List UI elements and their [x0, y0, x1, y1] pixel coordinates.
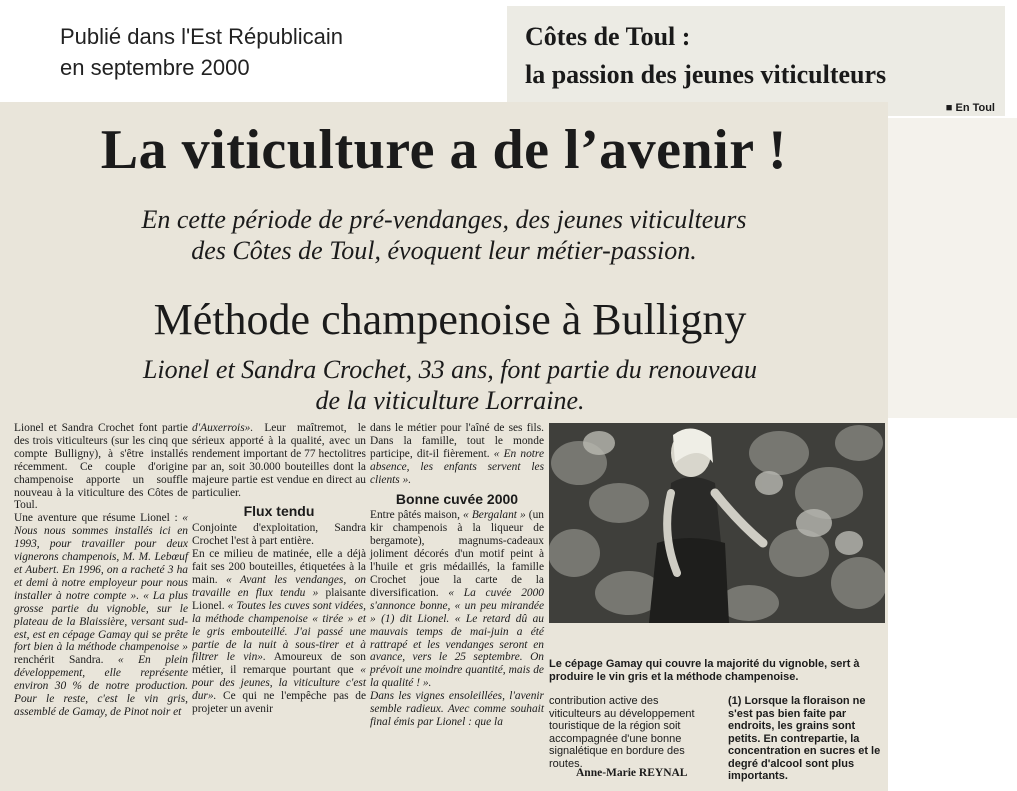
col1-quote-b: « En plein développement, elle représente environ 30 % de notre production. Pour le reste, c'est le vin gris, assemblé de Gamay, de Pinot noir et: [14, 654, 188, 718]
vineyard-photo: [549, 423, 885, 623]
col2-text-f: Ce qui ne l'empêche pas de projeter un avenir: [192, 690, 366, 716]
column-2: [192, 422, 366, 716]
section-label: ■ En Toul: [945, 102, 995, 114]
col2-text-c: En ce milieu de matinée, elle a déjà fait ses 200 bouteilles, étiquetées à la main.: [192, 548, 366, 586]
publication-note: [0, 0, 500, 100]
note-line-2: en septembre 2000: [60, 55, 250, 80]
col1-quote-a: « Nous nous sommes installés ici en 1993, pour travailler pour deux vignerons champenois, M. M. Lebœuf et Aubert. En 1996, on a racheté 3 ha et demi à notre employeur pour nous installer à notre compte ». « La plus grosse partie du vignoble, sur le plateau de la Blaissière, versant sud-est, est en cépage Gamay qui se prête fort bien à la méthode champenoise »: [14, 512, 188, 654]
subdek-line-1: Lionel et Sandra Crochet, 33 ans, font partie du renouveau: [142, 355, 758, 384]
col2-quote-c: « pour des jeunes, la viticulture c'est dur».: [192, 664, 366, 703]
footnote: [728, 695, 888, 783]
note-line-1: Publié dans l'Est Républicain: [60, 24, 344, 49]
page-margin: [888, 118, 1017, 418]
col2-paragraph-2: Conjointe d'exploitation, Sandra Crochet l'est à part entière.: [192, 522, 366, 548]
photo-caption: Le cépage Gamay qui couvre la majorité du vignoble, sert à produire le vin gris et la méthode champenoise.: [549, 658, 860, 683]
col3-text-c: (un kir champenois à la liqueur de bergamote), magnums-cadeaux joliment décorés d'un motif peint à l'huile et gris médaillés, la famille Crochet joue la carte de la diversification.: [370, 509, 544, 599]
column-1: [14, 422, 188, 719]
col3-paragraph-3: Dans les vignes ensoleillées, l'avenir semble radieux. Avec comme souhait final émis par Lionel : que la: [370, 690, 544, 728]
dek-line-1: En cette période de pré-vendanges, des jeunes viticulteurs: [141, 205, 747, 234]
col3-text-b: Entre pâtés maison,: [370, 509, 464, 522]
col2-quote-a: « Avant les vendanges, on travaille en flux tendu »: [192, 573, 366, 599]
col3-quote-a: « En notre absence, les enfants servent les clients ».: [370, 447, 544, 486]
header-title-line-1: Côtes de Toul :: [525, 22, 691, 51]
col4-text: contribution active des viticulteurs au développement touristique de la région soit accompagnée d'une bonne signalétique en bordure des routes.: [549, 695, 695, 770]
col3-quote-b: « Bergalant »: [463, 509, 526, 522]
col2-text-a: d'Auxerrois».: [192, 422, 254, 434]
column-4: [549, 695, 709, 770]
dek-line-2: des Côtes de Toul, évoquent leur métier-passion.: [191, 236, 697, 265]
vineyard-photo-image: [549, 423, 885, 623]
col3-heading: Bonne cuvée 2000: [395, 490, 519, 507]
header-clipping: [507, 6, 1005, 116]
col3-text-a: dans le métier pour l'aîné de ses fils. Dans la famille, tout le monde participe, dit-il fièrement.: [370, 422, 544, 460]
header-title-line-2: la passion des jeunes viticulteurs: [525, 60, 887, 89]
col3-quote-c: « La cuvée 2000 s'annonce bonne, « un peu mirandée » (1) dit Lionel. « Le retard dû au mauvais temps de mai-juin a été rattrapé et les vendanges seront en avance, vers le 25 septembre. On prévoit une moindre quantité, mais de la qualité ! ».: [370, 586, 544, 690]
subdek-line-2: de la viticulture Lorraine.: [315, 386, 585, 415]
col2-text-e: Amoureux de son métier, il remarque pourtant que: [192, 651, 366, 677]
col2-text-d: plaisante Lionel.: [192, 586, 366, 612]
col1-text-b: renchérit Sandra.: [14, 654, 118, 667]
col2-quote-b: « Toutes les cuves sont vidées, la méthode champenoise « tirée » et le gris embouteillé. J'ai passé une partie de la nuit à sous-tirer et à filtrer le vin».: [192, 599, 366, 664]
author-name: Anne-Marie REYNAL: [576, 767, 688, 779]
footnote-text: (1) Lorsque la floraison ne s'est pas bien faite par endroits, les grains sont petits. En contrepartie, la concentration en sucres et le degré d'alcool sont plus importants.: [728, 695, 881, 782]
col1-paragraph-1: Lionel et Sandra Crochet font partie des trois viticulteurs (sur les cinq que compte Bulligny), à s'être installés récemment. Ce couple d'origine champenoise apporte un souffle nouveau à la viticulture des Côtes de Toul.: [14, 422, 188, 512]
subhead: Méthode champenoise à Bulligny: [153, 295, 747, 344]
col1-text-a: Une aventure que résume Lionel :: [14, 512, 183, 525]
col2-heading: Flux tendu: [243, 503, 315, 520]
headline: La viticulture a de l’avenir !: [100, 119, 788, 181]
article-clipping: [0, 102, 888, 791]
col2-text-b: Leur maîtremot, le sérieux apporté à la qualité, avec un rendement important de 77 hectolitres par an, soit 30.000 bouteilles dont la majeure partie est vendue en direct au particulier.: [192, 422, 366, 499]
column-3: [370, 422, 544, 729]
